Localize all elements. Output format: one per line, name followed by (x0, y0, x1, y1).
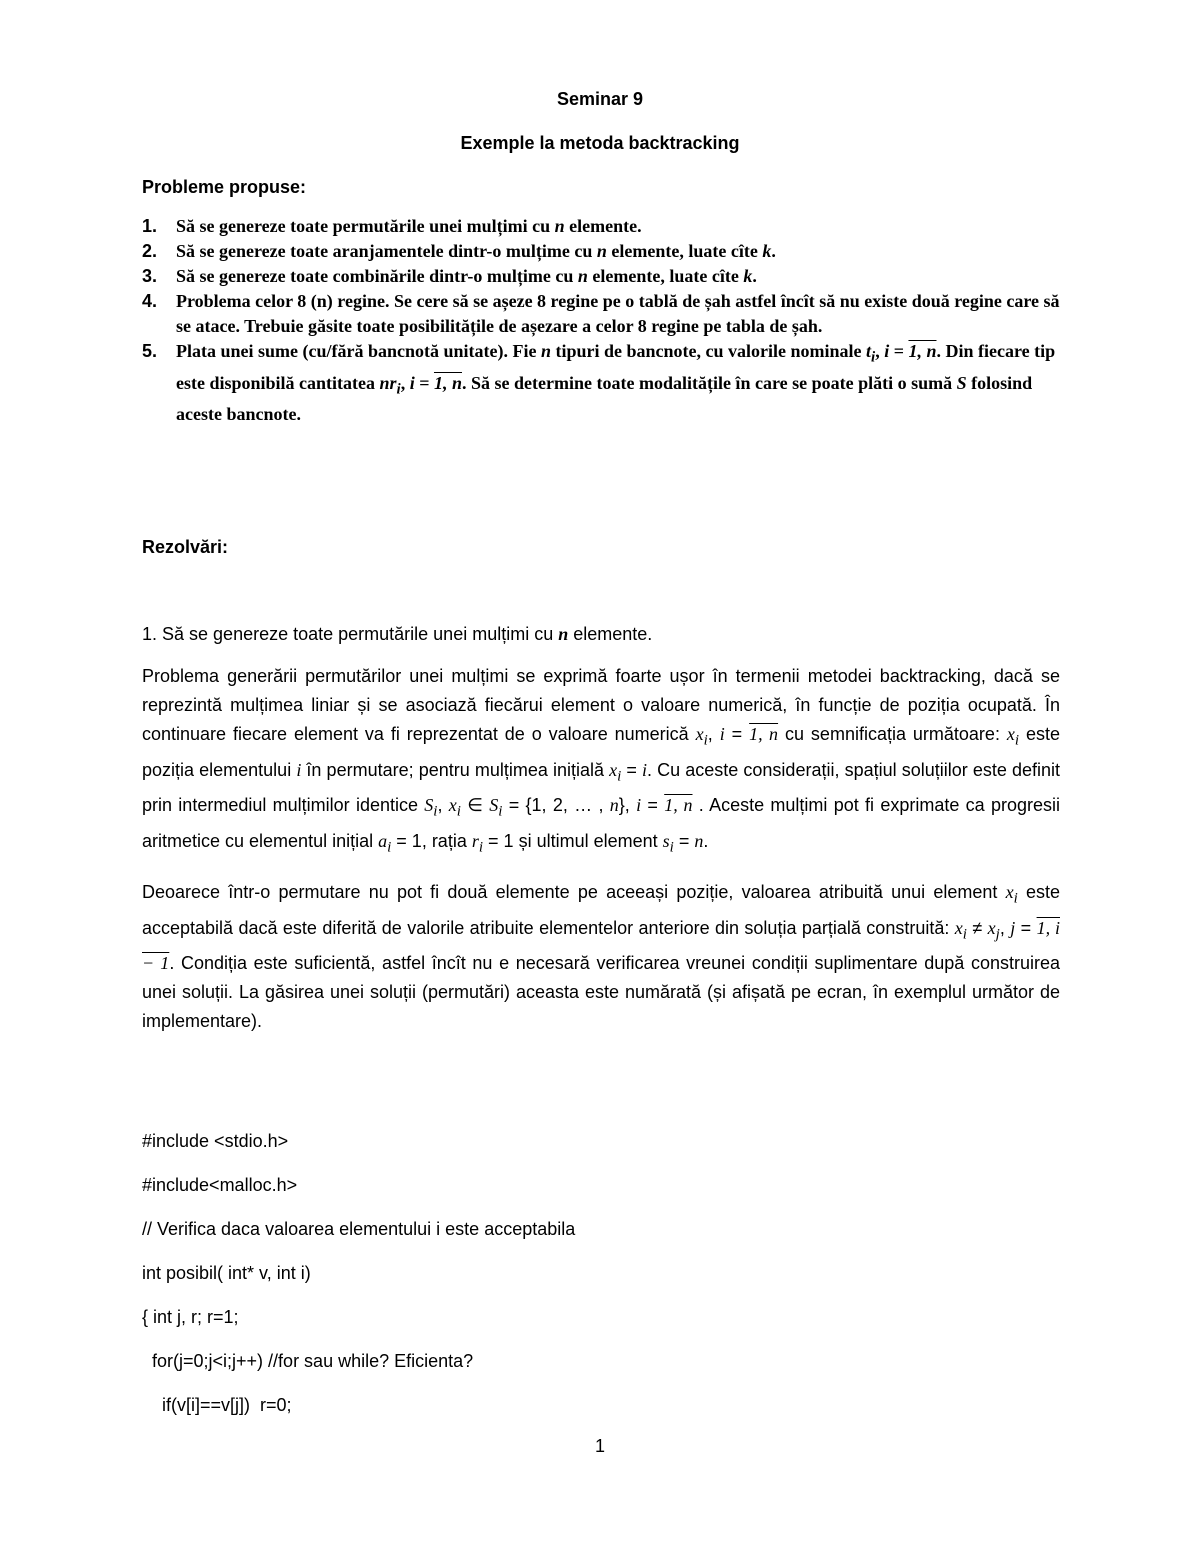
problem-text: Să se genereze toate combinările dintr-o mulțime cu n elemente, luate cîte k. (176, 266, 757, 286)
code-line: if(v[i]==v[j]) r=0; (142, 1395, 292, 1415)
list-number: 3. (142, 266, 158, 286)
list-item (142, 214, 1062, 239)
section-heading-probleme: Probleme propuse: (142, 177, 307, 197)
list-item (142, 339, 1062, 427)
list-item (142, 239, 1062, 264)
problem-text: Plata unei sume (cu/fără bancnotă unitate). Fie n tipuri de bancnote, cu valorile nominale $t_i$, i = 1, n. Din fiecare tip este disponibilă cantitatea $nr_i$, i = 1, n. Să se determine toate modalitățile în care se poate plăti o sumă S folosind aceste bancnote. (176, 341, 1056, 425)
code-line: int posibil( int* v, int i) (142, 1263, 311, 1283)
page-number: 1 (594, 1436, 605, 1456)
list-item (142, 264, 1062, 289)
code-line: #include<malloc.h> (142, 1175, 298, 1195)
code-line: for(j=0;j<i;j++) //for sau while? Eficienta? (142, 1351, 474, 1371)
paragraph-acceptance: Deoarece într-o permutare nu pot fi două elemente pe aceeași poziție, valoarea atribuită unui element $x_i$ este acceptabilă dacă este diferită de valorile atribuite elementelor anteriore din soluția parțială construită: $x_i \ne x_j$, j = 1, i − 1. Condiția este suficientă, astfel încît nu e necesară verificarea vreunei condiții suplimentare după construirea unei soluții. La găsirea unei soluții (permutări) aceasta este numărată (și afișată pe ecran, în exemplul următor de implementare). (142, 882, 1060, 1032)
page-title: Seminar 9 (556, 89, 644, 109)
list-number: 4. (142, 291, 158, 311)
paragraph-explanation: Problema generării permutărilor unei mulțimi se exprimă foarte ușor în termenii metodei backtracking, dacă se reprezintă mulțimea liniar și se asociază fiecărui element o valoare numerică, în funcție de poziția ocupată. În continuare fiecare element va fi reprezentat de o valoare numerică $x_i$, i = 1, n cu semnificația următoare: $x_i$ este poziția elementului i în permutare; pentru mulțimea inițială $x_i = i$. Cu aceste considerații, spațiul soluțiilor este definit prin intermediul mulțimilor identice $S_i$, $x_i$ ∈ $S_i = \{1$, 2, … , n}, i = 1, n . Aceste mulțimi pot fi exprimate ca progresii aritmetice cu elementul inițial $a_i = 1$, rația $r_i = 1$ și ultimul element $s_i = n$. (142, 666, 1061, 856)
solution-title: 1. Să se genereze toate permutările unei mulțimi cu n elemente. (142, 624, 653, 644)
code-line: #include <stdio.h> (142, 1131, 289, 1151)
page-subtitle: Exemple la metoda backtracking (460, 133, 740, 153)
problem-text: Să se genereze toate permutările unei mulțimi cu n elemente. (176, 216, 642, 236)
list-number: 2. (142, 241, 158, 261)
list-number: 5. (142, 341, 158, 361)
problem-list (142, 214, 1062, 427)
list-number: 1. (142, 216, 158, 236)
section-heading-rezolvari: Rezolvări: (142, 537, 229, 557)
code-line: { int j, r; r=1; (142, 1307, 239, 1327)
problem-text: Să se genereze toate aranjamentele dintr-o mulțime cu n elemente, luate cîte k. (176, 241, 776, 261)
code-comment: // Verifica daca valoarea elementului i este acceptabila (142, 1219, 576, 1239)
list-item (142, 289, 1062, 339)
problem-text: Problema celor 8 (n) regine. Se cere să se așeze 8 regine pe o tablă de șah astfel încît să nu existe două regine care să se atace. Trebuie găsite toate posibilitățile de așezare a celor 8 regine pe tabla de șah. (176, 291, 1060, 336)
